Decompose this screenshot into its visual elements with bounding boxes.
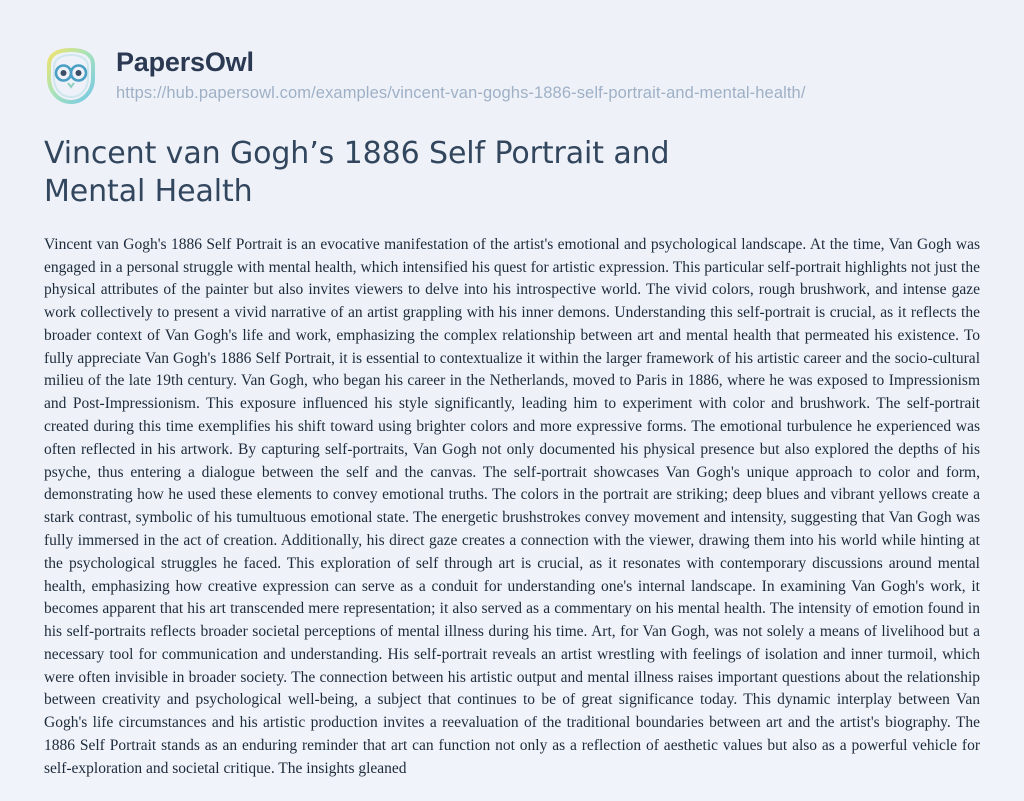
site-header [0,0,1024,107]
document-content [0,107,1024,781]
brand-name: PapersOwl [116,47,254,78]
brand-block [116,48,806,103]
page-title: Vincent van Gogh’s 1886 Self Portrait and Mental Health [44,136,670,210]
page-url[interactable]: https://hub.papersowl.com/examples/vincent-van-goghs-1886-self-portrait-and-mental-health/ [116,83,806,102]
owl-logo-icon [40,45,102,107]
article-body: Vincent van Gogh's 1886 Self Portrait is an evocative manifestation of the artist's emotional and psychological landscape. At the time, Van Gogh was engaged in a personal struggle with mental health, which intensified his quest for artistic expression. This particular self-portrait highlights not just the physical attributes of the painter but also invites viewers to delve into his introspective world. The vivid colors, rough brushwork, and intense gaze work collectively to present a vivid narrative of an artist grappling with his inner demons. Understanding this self-portrait is crucial, as it reflects the broader context of Van Gogh's life and work, emphasizing the complex relationship between art and mental health that permeated his existence. To fully appreciate Van Gogh's 1886 Self Portrait, it is essential to contextualize it within the larger framework of his artistic career and the socio-cultural milieu of the late 19th century. Van Gogh, who began his career in the Netherlands, moved to Paris in 1886, where he was exposed to Impressionism and Post-Impressionism. This exposure influenced his style significantly, leading him to experiment with color and brushwork. The self-portrait created during this time exemplifies his shift toward using brighter colors and more expressive forms. The emotional turbulence he experienced was often reflected in his artwork. By capturing self-portraits, Van Gogh not only documented his physical presence but also explored the depths of his psyche, thus entering a dialogue between the self and the canvas. The self-portrait showcases Van Gogh's unique approach to color and form, demonstrating how he used these elements to convey emotional truths. The colors in the portrait are striking; deep blues and vibrant yellows create a stark contrast, symbolic of his tumultuous emotional state. The energetic brushstrokes convey movement and intensity, suggesting that Van Gogh was fully immersed in the act of creation. Additionally, his direct gaze creates a connection with the viewer, drawing them into his world while hinting at the psychological struggles he faced. This exploration of self through art is crucial, as it resonates with contemporary discussions around mental health, emphasizing how creative expression can serve as a conduit for understanding one's internal landscape. In examining Van Gogh's work, it becomes apparent that his art transcended mere representation; it also served as a commentary on his mental health. The intensity of emotion found in his self-portraits reflects broader societal perceptions of mental illness during his time. Art, for Van Gogh, was not solely a means of livelihood but a necessary tool for communication and understanding. His self-portrait reveals an artist wrestling with feelings of isolation and inner turmoil, which were often invisible in broader society. The connection between his artistic output and mental illness raises important questions about the relationship between creativity and psychological well-being, a subject that continues to be of great significance today. This dynamic interplay between Van Gogh's life circumstances and his artistic production invites a reevaluation of the traditional boundaries between art and the artist's biography. The 1886 Self Portrait stands as an enduring reminder that art can function not only as a reflection of aesthetic values but also as a powerful vehicle for self-exploration and societal critique. The insights gleaned [44,235,980,777]
